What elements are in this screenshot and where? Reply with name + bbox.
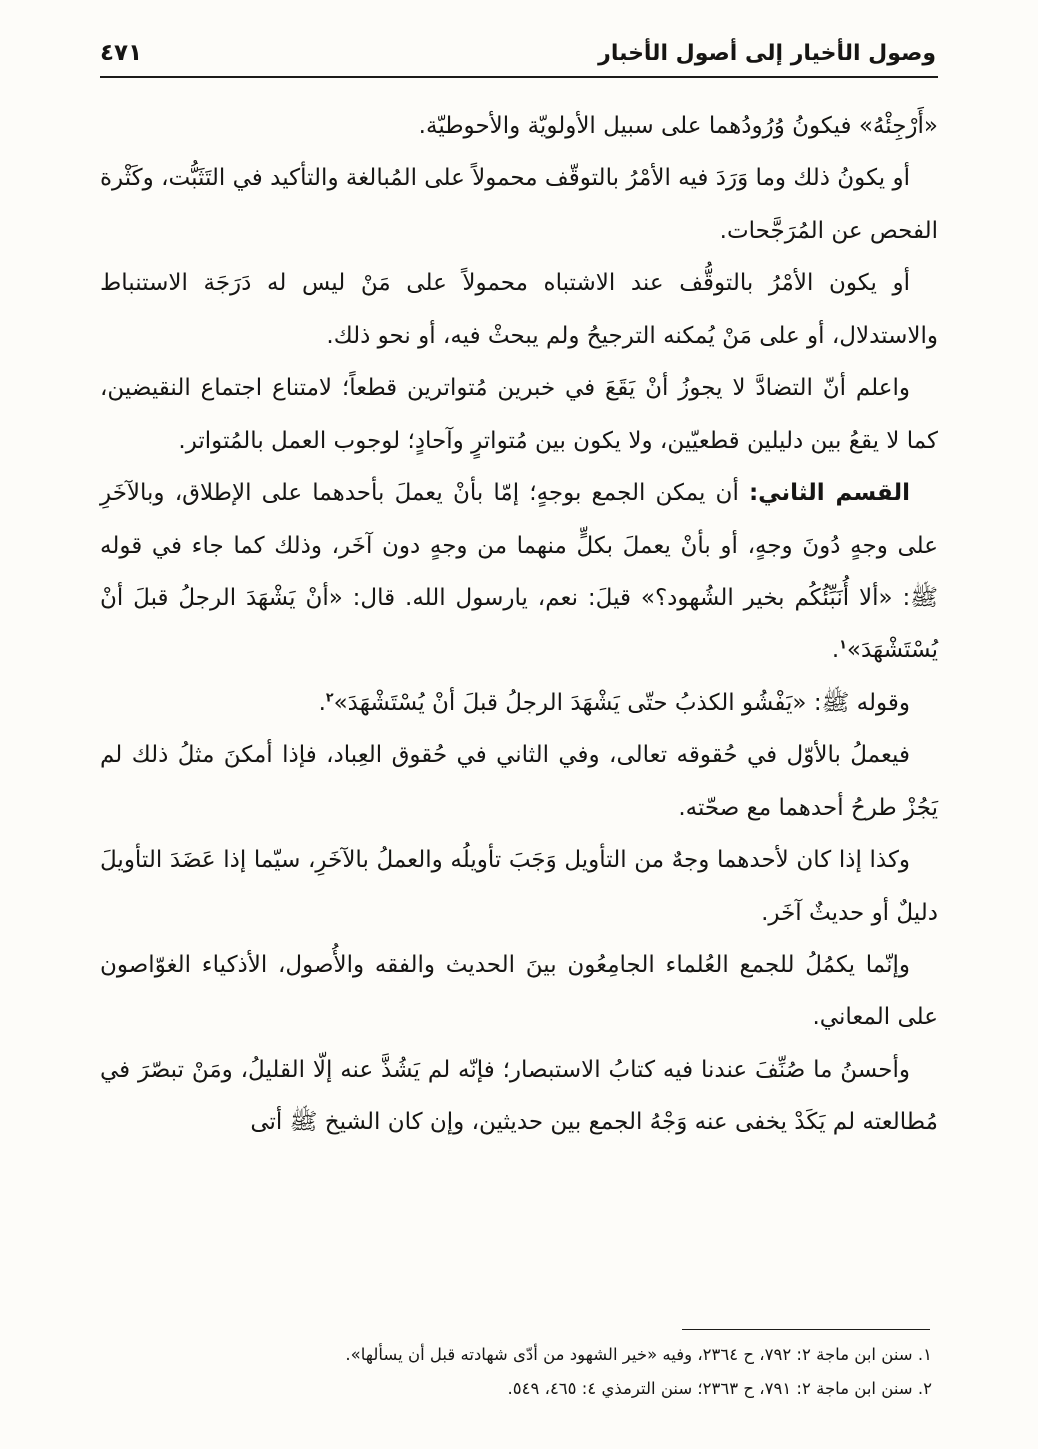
paragraph — [100, 152, 938, 257]
paragraph-tail: . — [831, 637, 840, 664]
paragraph-text: وكذا إذا كان لأحدهما وجهٌ من التأويل وَجَبَ تأويلُه والعملُ بالآخَرِ، سيّما إذا عَضَدَ التأويلَ دليلٌ أو حديثٌ آخَر. — [100, 847, 938, 926]
paragraph-text: فيعملُ بالأوّل في حُقوقه تعالى، وفي الثاني في حُقوق العِباد، فإذا أمكنَ مثلُ ذلك لم يَجُزْ طرحُ أحدهما مع صحّته. — [100, 742, 938, 821]
footnote-text: ٢. سنن ابن ماجة ٢: ٧٩١، ح ٢٣٦٣؛ سنن الترمذي ٤: ٤٦٥، ٥٤٩. — [507, 1379, 932, 1399]
paragraph-text: وأحسنُ ما صُنِّفَ عندنا فيه كتابُ الاستبصار؛ فإنّه لم يَشُذَّ عنه إلّا القليلُ، ومَنْ تبصّرَ في مُطالعته لم يَكَدْ يخفى عنه وَجْهُ الجمع بين حديثين، وإن كان الشيخ ﷺ أتى — [100, 1056, 938, 1136]
footnote-ref: ١ — [839, 636, 847, 652]
paragraph-text: واعلم أنّ التضادَّ لا يجوزُ أنْ يَقَعَ في خبرين مُتواترين قطعاً؛ لامتناع اجتماع النقيضين، كما لا يقعُ بين دليلين قطعيّين، ولا يكون بين مُتواترٍ وآحادٍ؛ لوجوب العمل بالمُتواتر. — [100, 375, 938, 454]
paragraph-tail: . — [318, 689, 326, 716]
section-heading: القسم الثاني: — [748, 480, 910, 507]
page-header — [100, 40, 938, 78]
book-title: وصول الأخيار إلى أصول الأخبار — [598, 41, 936, 66]
footnote-text: ١. سنن ابن ماجة ٢: ٧٩٢، ح ٢٣٦٤، وفيه «خير الشهود من أدّى شهادته قبل أن يسألها». — [345, 1344, 932, 1364]
paragraph — [100, 257, 938, 362]
footnote-divider — [682, 1329, 930, 1330]
paragraph-text: أو يكون الأمْرُ بالتوقُّف عند الاشتباه محمولاً على مَنْ ليس له دَرَجَة الاستنباط والاستدلال، أو على مَنْ يُمكنه الترجيحُ ولم يبحثْ فيه، أو نحو ذلك. — [100, 270, 938, 349]
paragraph — [100, 729, 938, 834]
paragraph-text: «أَرْجِئْهُ» فيكونُ وُرُودُهما على سبيل الأولويّة والأحوطيّة. — [418, 113, 938, 139]
paragraph-text: وإنّما يكمُلُ للجمع العُلماء الجامِعُون بينَ الحديث والفقه والأُصول، الأذكياء الغوّاصون على المعاني. — [100, 952, 938, 1031]
paragraph-text: أو يكونُ ذلك وما وَرَدَ فيه الأمْرُ بالتوقّف محمولاً على المُبالغة والتأكيد في التَثَبُّت، وكَثْرة الفحص عن المُرَجَّحات. — [100, 165, 938, 244]
paragraph — [100, 834, 938, 939]
footnote — [100, 1372, 938, 1407]
paragraph-text: أن يمكن الجمع بوجهٍ؛ إمّا بأنْ يعملَ بأحدهما على الإطلاق، وبالآخَرِ على وجهٍ دُونَ وجهٍ، أو بأنْ يعملَ بكلٍّ منهما من وجهٍ دون آخَر، وذلك كما جاء في قوله ﷺ: «ألا أُنَبِّئُكُم بخير الشُهود؟» قيلَ: نعم، يارسول الله. قال: «أنْ يَشْهَدَ الرجلُ قبلَ أنْ يُسْتَشْهَدَ» — [100, 480, 938, 664]
paragraph — [100, 939, 938, 1044]
paragraph — [100, 467, 938, 677]
paragraph — [100, 677, 938, 729]
paragraph — [100, 100, 938, 152]
paragraph — [100, 362, 938, 467]
footnote-ref: ٢ — [325, 689, 334, 705]
footnote — [100, 1338, 938, 1373]
paragraph-text: وقوله ﷺ: «يَفْشُو الكذبُ حتّى يَشْهَدَ الرجلُ قبلَ أنْ يُسْتَشْهَدَ» — [333, 689, 910, 716]
paragraph — [100, 1044, 938, 1149]
page-number: ٤٧١ — [100, 40, 143, 66]
body-text — [100, 100, 938, 1149]
footnotes-section — [100, 1329, 938, 1407]
